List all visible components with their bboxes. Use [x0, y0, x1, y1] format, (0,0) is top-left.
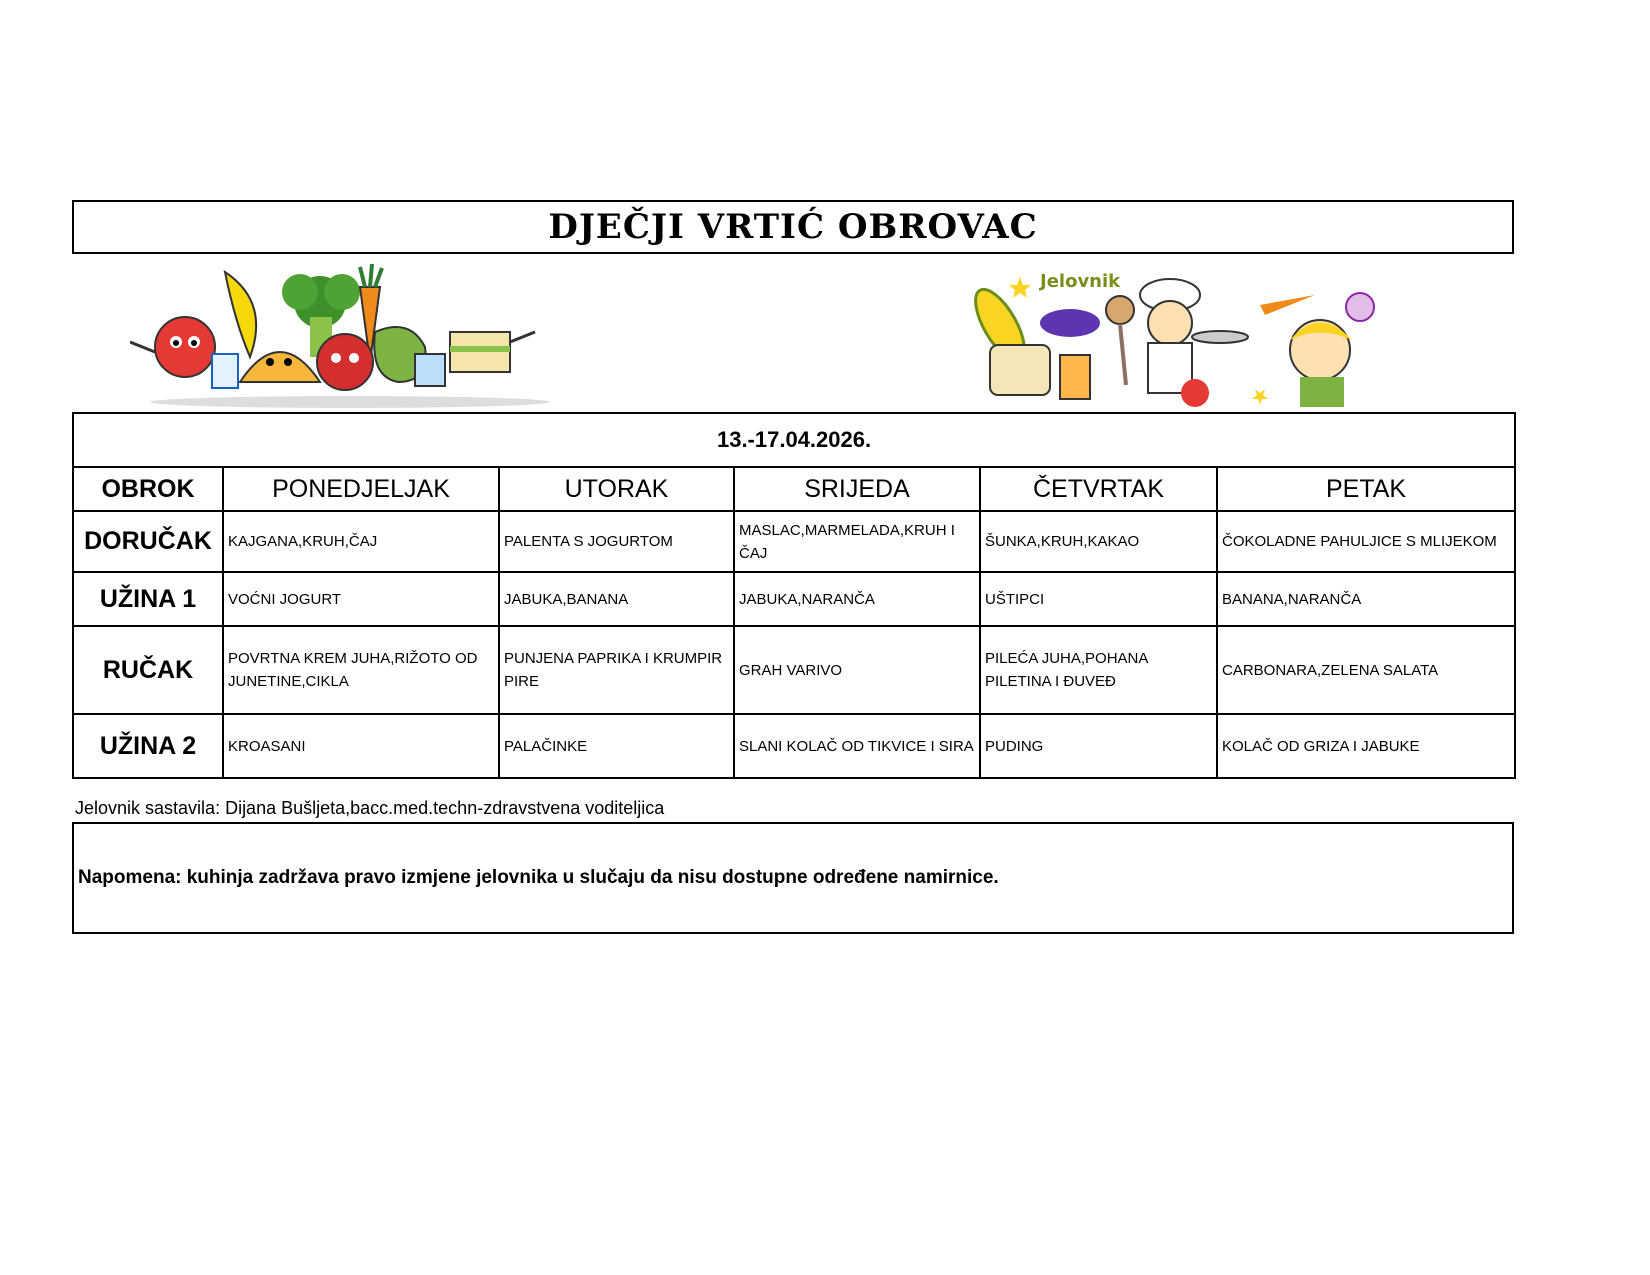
author-credit: Jelovnik sastavila: Dijana Bušljeta,bacc.med.techn-zdravstvena voditeljica: [75, 798, 665, 818]
table-row: [73, 572, 1515, 626]
menu-table: [72, 412, 1516, 779]
cartoon-food-illustration: [130, 262, 570, 410]
menu-cell: CARBONARA,ZELENA SALATA: [1217, 626, 1515, 714]
table-row: [73, 511, 1515, 572]
column-header-monday: PONEDJELJAK: [223, 467, 499, 511]
title-box: [72, 200, 1514, 254]
menu-cell: UŠTIPCI: [980, 572, 1217, 626]
menu-cell: KOLAČ OD GRIZA I JABUKE: [1217, 714, 1515, 778]
header-row: [73, 467, 1515, 511]
jelovnik-label: Jelovnik: [1040, 271, 1121, 292]
menu-cell: BANANA,NARANČA: [1217, 572, 1515, 626]
table-row: [73, 626, 1515, 714]
menu-cell: JABUKA,BANANA: [499, 572, 734, 626]
menu-cell: PUNJENA PAPRIKA I KRUMPIR PIRE: [499, 626, 734, 714]
menu-cell: PILEĆA JUHA,POHANA PILETINA I ĐUVEĐ: [980, 626, 1217, 714]
note-text: Napomena: kuhinja zadržava pravo izmjene jelovnika u slučaju da nisu dostupne određene namirnice.: [78, 867, 999, 888]
note-box: [72, 822, 1514, 934]
menu-cell: SLANI KOLAČ OD TIKVICE I SIRA: [734, 714, 980, 778]
meal-name: UŽINA 2: [73, 714, 223, 778]
menu-cell: MASLAC,MARMELADA,KRUH I ČAJ: [734, 511, 980, 572]
menu-cell: JABUKA,NARANČA: [734, 572, 980, 626]
menu-cell: KAJGANA,KRUH,ČAJ: [223, 511, 499, 572]
page-title: DJEČJI VRTIĆ OBROVAC: [548, 207, 1038, 247]
column-header-thursday: ČETVRTAK: [980, 467, 1217, 511]
column-header-wednesday: SRIJEDA: [734, 467, 980, 511]
menu-cell: ŠUNKA,KRUH,KAKAO: [980, 511, 1217, 572]
meal-name: RUČAK: [73, 626, 223, 714]
menu-cell: ČOKOLADNE PAHULJICE S MLIJEKOM: [1217, 511, 1515, 572]
meal-name: DORUČAK: [73, 511, 223, 572]
column-header-obrok: OBROK: [73, 467, 223, 511]
menu-cell: GRAH VARIVO: [734, 626, 980, 714]
menu-cell: VOĆNI JOGURT: [223, 572, 499, 626]
menu-cell: POVRTNA KREM JUHA,RIŽOTO OD JUNETINE,CIKLA: [223, 626, 499, 714]
chef-jelovnik-illustration: [960, 265, 1430, 411]
menu-cell: PALENTA S JOGURTOM: [499, 511, 734, 572]
column-header-tuesday: UTORAK: [499, 467, 734, 511]
table-row: [73, 714, 1515, 778]
menu-cell: KROASANI: [223, 714, 499, 778]
date-range: 13.-17.04.2026.: [73, 413, 1515, 467]
column-header-friday: PETAK: [1217, 467, 1515, 511]
meal-name: UŽINA 1: [73, 572, 223, 626]
menu-cell: PUDING: [980, 714, 1217, 778]
menu-cell: PALAČINKE: [499, 714, 734, 778]
